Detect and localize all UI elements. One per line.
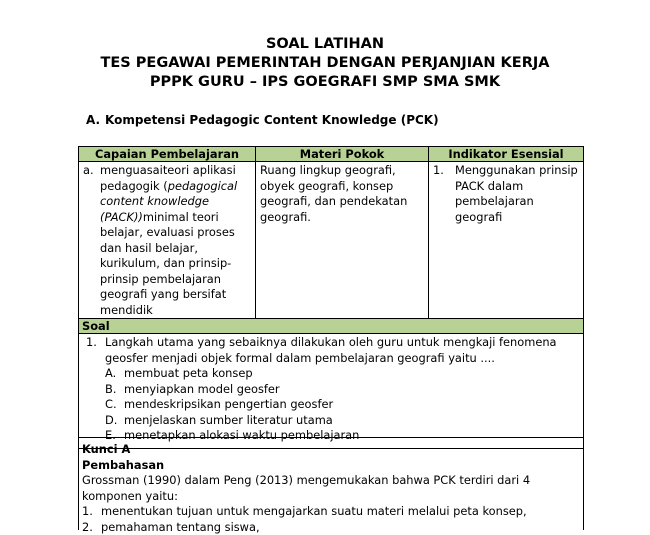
soal-header-row [79, 319, 584, 334]
doc-title-line3: PPPK GURU – IPS GOEGRAFI SMP SMA SMK [0, 73, 650, 92]
option-a: A. membuat peta konsep [86, 366, 579, 382]
table-row [79, 162, 584, 319]
header-materi: Materi Pokok [256, 147, 429, 162]
header-indikator: Indikator Esensial [429, 147, 584, 162]
option-c: C. mendeskripsikan pengertian geosfer [86, 397, 579, 413]
indikator-marker: 1. [433, 163, 455, 225]
question-cell [79, 334, 584, 449]
answer-key: Kunci A [82, 442, 579, 458]
indikator-text: Menggunakan prinsip PACK dalam pembelajaran geografi [455, 163, 579, 225]
section-letter: A. [86, 112, 105, 128]
question-text: Langkah utama yang sebaiknya dilakukan oleh guru untuk mengkaji fenomena geosfer menjadi objek formal dalam pembelajaran geografi yaitu .... [105, 335, 579, 366]
cell-indikator [429, 162, 584, 319]
pembahasan-intro: Grossman (1990) dalam Peng (2013) mengemukakan bahwa PCK terdiri dari 4 komponen yaitu: [82, 473, 579, 504]
cell-capaian [79, 162, 256, 319]
capaian-text: menguasaiteori aplikasi pedagogik (pedagogical content knowledge (PACK))minimal teori belajar, evaluasi proses dan hasil belajar, kurikulum, dan prinsip-prinsip pembelajaran geografi yang bersifat mendidik [100, 163, 251, 318]
section-title: Kompetensi Pedagogic Content Knowledge (PCK) [105, 113, 439, 127]
soal-label: Soal [79, 319, 584, 334]
header-capaian: Capaian Pembelajaran [79, 147, 256, 162]
answer-box [78, 437, 584, 530]
list-item: 1. menentukan tujuan untuk mengajarkan suatu materi melalui peta konsep, [82, 504, 579, 520]
option-e: E. menetapkan alokasi waktu pembelajaran [86, 428, 579, 444]
option-b: B. menyiapkan model geosfer [86, 382, 579, 398]
list-item: 2. pemahaman tentang siswa, [82, 520, 579, 535]
pembahasan-label: Pembahasan [82, 458, 579, 474]
option-d: D. menjelaskan sumber literatur utama [86, 413, 579, 429]
doc-title-line2: TES PEGAWAI PEMERINTAH DENGAN PERJANJIAN KERJA [0, 54, 650, 73]
question [86, 335, 579, 366]
soal-body-row [79, 334, 584, 449]
section-heading [86, 112, 439, 128]
cell-materi: Ruang lingkup geografi, obyek geografi, konsep geografi, dan pendekatan geografi. [256, 162, 429, 319]
competency-table [78, 146, 584, 449]
question-number: 1. [86, 335, 105, 366]
capaian-marker: a. [83, 163, 100, 318]
table-header-row [79, 147, 584, 162]
doc-title-line1: SOAL LATIHAN [0, 35, 650, 54]
